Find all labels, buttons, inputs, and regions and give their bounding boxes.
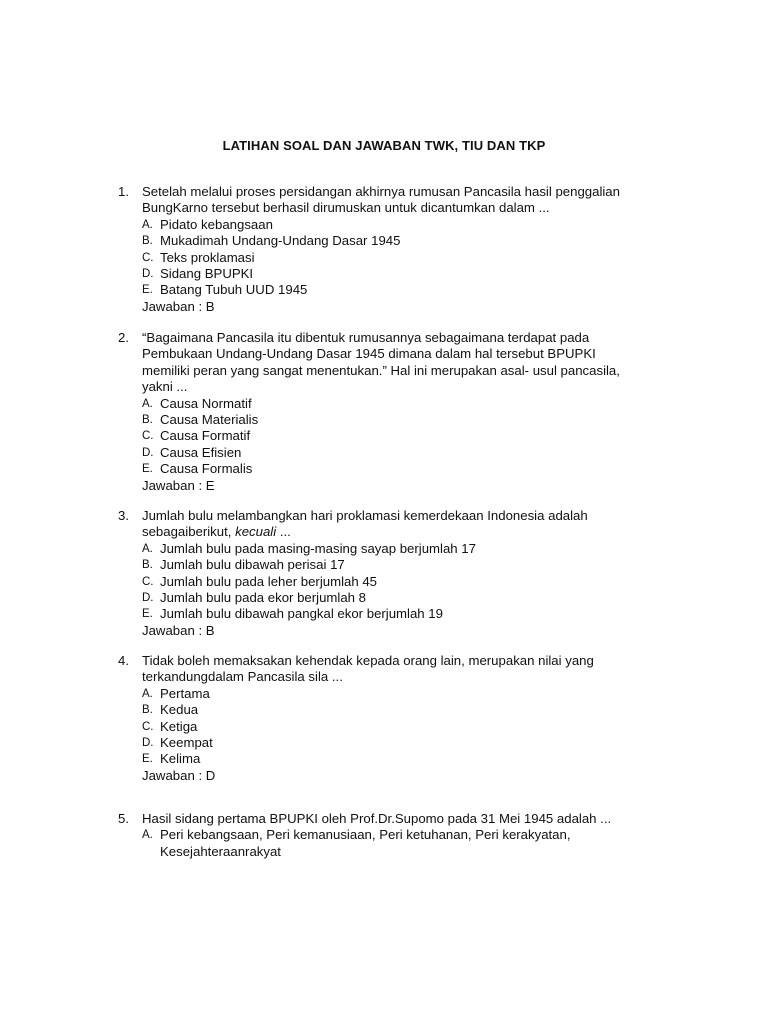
option-letter: D.: [142, 592, 154, 605]
option-text: Jumlah bulu pada leher berjumlah 45: [160, 573, 378, 589]
question-text: [142, 811, 628, 827]
option-b: [142, 233, 628, 249]
option-text: Kesejahteraanrakyat: [160, 843, 281, 859]
option-text: Causa Formalis: [160, 461, 253, 477]
option-text: Batang Tubuh UUD 1945: [160, 282, 308, 298]
option-d: [142, 590, 628, 606]
option-text: Causa Efisien: [160, 444, 242, 460]
answer: Jawaban : B: [142, 298, 215, 314]
option-text: Teks proklamasi: [160, 249, 255, 265]
option-text: Ketiga: [160, 718, 198, 734]
option-a: [142, 396, 628, 412]
option-text: Kedua: [160, 702, 199, 718]
option-a: [142, 827, 628, 843]
question-3: [118, 508, 628, 639]
option-letter: A.: [142, 397, 153, 410]
option-letter: A.: [142, 218, 153, 231]
option-e: [142, 461, 628, 477]
option-letter: B.: [142, 704, 153, 717]
option-text: Mukadimah Undang-Undang Dasar 1945: [160, 233, 401, 249]
option-text: Jumlah bulu pada masing-masing sayap berjumlah 17: [160, 540, 476, 556]
question-5: [118, 811, 628, 860]
option-b: [142, 557, 628, 573]
option-text: Causa Normatif: [160, 395, 252, 411]
option-letter: D.: [142, 268, 154, 281]
option-text: Peri kebangsaan, Peri kemanusiaan, Peri ketuhanan, Peri kerakyatan,: [160, 827, 571, 843]
option-text: Kelima: [160, 751, 201, 767]
option-c: [142, 428, 628, 444]
option-text: Jumlah bulu pada ekor berjumlah 8: [160, 590, 366, 606]
option-e: [142, 282, 628, 298]
option-c: [142, 719, 628, 735]
option-letter: B.: [142, 414, 153, 427]
option-d: [142, 445, 628, 461]
page-title: LATIHAN SOAL DAN JAWABAN TWK, TIU DAN TKP: [222, 138, 546, 153]
option-text: Keempat: [160, 735, 213, 751]
option-letter: E.: [142, 463, 153, 476]
question-number: 5.: [118, 811, 129, 826]
option-letter: C.: [142, 430, 154, 443]
question-text: [142, 330, 628, 396]
answer: Jawaban : E: [142, 477, 215, 493]
option-a: [142, 686, 628, 702]
option-text: Causa Formatif: [160, 428, 251, 444]
option-letter: C.: [142, 575, 154, 588]
question-text: [142, 508, 628, 541]
option-letter: D.: [142, 446, 154, 459]
option-letter: E.: [142, 284, 153, 297]
answer: Jawaban : D: [142, 767, 216, 783]
question-line-text: ...: [276, 524, 291, 540]
option-a-continued: [142, 844, 628, 860]
question-number: 1.: [118, 184, 129, 199]
option-c: [142, 574, 628, 590]
question-line: “Bagaimana Pancasila itu dibentuk rumusannya sebagaimana terdapat pada: [142, 330, 590, 345]
question-text: [142, 653, 628, 686]
option-b: [142, 702, 628, 718]
question-number: 2.: [118, 330, 129, 345]
question-number: 4.: [118, 653, 129, 668]
option-letter: E.: [142, 608, 153, 621]
option-text: Sidang BPUPKI: [160, 266, 254, 282]
question-line: Jumlah bulu melambangkan hari proklamasi kemerdekaan Indonesia adalah: [142, 508, 588, 523]
question-1: [118, 184, 628, 315]
option-letter: A.: [142, 542, 153, 555]
option-b: [142, 412, 628, 428]
question-text: [142, 184, 628, 217]
question-line: BungKarno tersebut berhasil dirumuskan untuk dicantumkan dalam ...: [142, 200, 550, 216]
answer: Jawaban : B: [142, 622, 215, 638]
option-text: Jumlah bulu dibawah perisai 17: [160, 557, 345, 573]
option-e: [142, 751, 628, 767]
question-line: Hasil sidang pertama BPUPKI oleh Prof.Dr.Supomo pada 31 Mei 1945 adalah ...: [142, 811, 612, 826]
option-e: [142, 606, 628, 622]
options-list: [142, 827, 628, 860]
question-line: terkandungdalam Pancasila sila ...: [142, 669, 343, 685]
option-text: Jumlah bulu dibawah pangkal ekor berjumlah 19: [160, 606, 443, 622]
option-text: Pertama: [160, 685, 210, 701]
question-line: [142, 524, 628, 540]
options-list: [142, 541, 628, 623]
option-text: Causa Materialis: [160, 412, 259, 428]
option-letter: D.: [142, 737, 154, 750]
option-d: [142, 735, 628, 751]
option-letter: A.: [142, 829, 153, 842]
options-list: [142, 686, 628, 768]
question-number: 3.: [118, 508, 129, 523]
options-list: [142, 396, 628, 478]
question-line: yakni ...: [142, 379, 188, 395]
question-2: [118, 330, 628, 494]
question-line: Setelah melalui proses persidangan akhirnya rumusan Pancasila hasil penggalian: [142, 184, 620, 199]
option-a: [142, 217, 628, 233]
option-a: [142, 541, 628, 557]
option-text: Pidato kebangsaan: [160, 216, 273, 232]
question-line: Tidak boleh memaksakan kehendak kepada orang lain, merupakan nilai yang: [142, 653, 594, 668]
question-4: [118, 653, 628, 784]
emphasis-text: kecuali: [235, 524, 277, 540]
option-letter: C.: [142, 251, 154, 264]
question-line-text: sebagaiberikut,: [142, 524, 236, 540]
option-d: [142, 266, 628, 282]
option-letter: C.: [142, 720, 154, 733]
question-line: memiliki peran yang sangat menentukan.” Hal ini merupakan asal- usul pancasila,: [142, 362, 620, 378]
option-letter: B.: [142, 235, 153, 248]
option-letter: E.: [142, 753, 153, 766]
option-letter: A.: [142, 687, 153, 700]
option-letter: B.: [142, 559, 153, 572]
question-line: Pembukaan Undang-Undang Dasar 1945 dimana dalam hal tersebut BPUPKI: [142, 346, 596, 362]
option-c: [142, 250, 628, 266]
options-list: [142, 217, 628, 299]
